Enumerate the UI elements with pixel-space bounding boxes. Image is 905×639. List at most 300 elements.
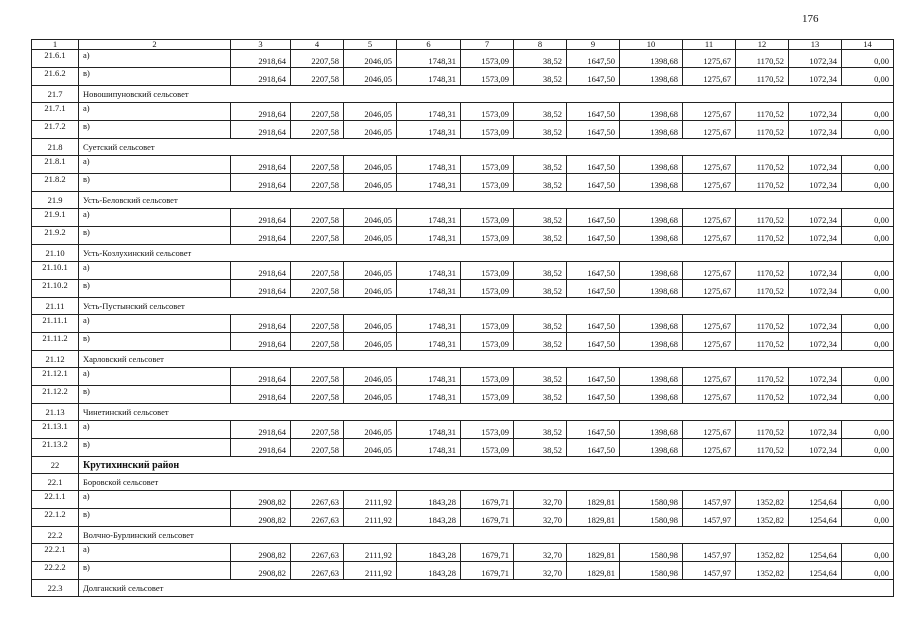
- section-title: Новошипуновский сельсовет: [79, 86, 894, 103]
- value-cell: 2918,64: [231, 121, 291, 139]
- value-cell: 1275,67: [683, 50, 736, 68]
- value-cell: 1072,34: [789, 280, 842, 298]
- value-cell: 1398,68: [620, 103, 683, 121]
- value-cell: 1843,28: [397, 562, 461, 580]
- value-cell: 2207,58: [291, 68, 344, 86]
- row-id: 21.6.2: [32, 68, 79, 86]
- value-cell: 1843,28: [397, 509, 461, 527]
- row-letter: в): [79, 227, 231, 245]
- value-cell: 1573,09: [461, 386, 514, 404]
- value-cell: 2918,64: [231, 280, 291, 298]
- row-id: 21.12.2: [32, 386, 79, 404]
- value-cell: 1072,34: [789, 315, 842, 333]
- value-cell: 1843,28: [397, 491, 461, 509]
- value-cell: 38,52: [514, 333, 567, 351]
- column-number: 2: [79, 40, 231, 50]
- value-cell: 1275,67: [683, 262, 736, 280]
- value-cell: 2046,05: [344, 333, 397, 351]
- value-cell: 1398,68: [620, 315, 683, 333]
- row-id: 22.1.1: [32, 491, 79, 509]
- value-cell: 1748,31: [397, 386, 461, 404]
- column-number: 14: [842, 40, 894, 50]
- value-cell: 1275,67: [683, 156, 736, 174]
- value-cell: 1748,31: [397, 68, 461, 86]
- value-cell: 2918,64: [231, 333, 291, 351]
- value-cell: 38,52: [514, 68, 567, 86]
- row-letter: а): [79, 209, 231, 227]
- value-cell: 1573,09: [461, 262, 514, 280]
- value-cell: 1748,31: [397, 174, 461, 192]
- value-cell: 1573,09: [461, 227, 514, 245]
- value-cell: 38,52: [514, 103, 567, 121]
- section-title: Чинетинский сельсовет: [79, 404, 894, 421]
- value-cell: 1647,50: [567, 262, 620, 280]
- value-cell: 1170,52: [736, 333, 789, 351]
- value-cell: 1170,52: [736, 315, 789, 333]
- value-cell: 1072,34: [789, 421, 842, 439]
- value-cell: 38,52: [514, 50, 567, 68]
- column-number: 1: [32, 40, 79, 50]
- value-cell: 2918,64: [231, 439, 291, 457]
- table-row: [32, 227, 894, 245]
- row-id: 21.7.1: [32, 103, 79, 121]
- value-cell: 1398,68: [620, 209, 683, 227]
- value-cell: 0,00: [842, 209, 894, 227]
- section-row: [32, 192, 894, 209]
- table-row: [32, 156, 894, 174]
- value-cell: 1398,68: [620, 421, 683, 439]
- row-id: 21.8.1: [32, 156, 79, 174]
- value-cell: 1398,68: [620, 121, 683, 139]
- section-id: 21.12: [32, 351, 79, 368]
- value-cell: 1843,28: [397, 544, 461, 562]
- row-letter: в): [79, 280, 231, 298]
- value-cell: 1573,09: [461, 174, 514, 192]
- value-cell: 1072,34: [789, 68, 842, 86]
- value-cell: 2207,58: [291, 174, 344, 192]
- region-row: [32, 457, 894, 474]
- value-cell: 2046,05: [344, 227, 397, 245]
- value-cell: 0,00: [842, 262, 894, 280]
- row-letter: а): [79, 315, 231, 333]
- section-id: 21.10: [32, 245, 79, 262]
- value-cell: 38,52: [514, 386, 567, 404]
- value-cell: 2046,05: [344, 368, 397, 386]
- value-cell: 1647,50: [567, 156, 620, 174]
- value-cell: 2918,64: [231, 315, 291, 333]
- value-cell: 1457,97: [683, 491, 736, 509]
- value-cell: 38,52: [514, 174, 567, 192]
- table-row: [32, 562, 894, 580]
- section-title: Суетский сельсовет: [79, 139, 894, 156]
- value-cell: 1072,34: [789, 439, 842, 457]
- row-letter: а): [79, 544, 231, 562]
- value-cell: 2207,58: [291, 439, 344, 457]
- value-cell: 2207,58: [291, 262, 344, 280]
- section-id: 22.2: [32, 527, 79, 544]
- section-title: Усть-Козлухинский сельсовет: [79, 245, 894, 262]
- value-cell: 1573,09: [461, 333, 514, 351]
- value-cell: 1275,67: [683, 68, 736, 86]
- row-letter: в): [79, 174, 231, 192]
- value-cell: 1170,52: [736, 439, 789, 457]
- table-row: [32, 262, 894, 280]
- value-cell: 0,00: [842, 103, 894, 121]
- value-cell: 1573,09: [461, 439, 514, 457]
- value-cell: 2918,64: [231, 174, 291, 192]
- page-number: 176: [802, 13, 819, 25]
- value-cell: 1398,68: [620, 156, 683, 174]
- value-cell: 1398,68: [620, 386, 683, 404]
- value-cell: 2918,64: [231, 421, 291, 439]
- value-cell: 1275,67: [683, 368, 736, 386]
- value-cell: 2908,82: [231, 562, 291, 580]
- value-cell: 0,00: [842, 421, 894, 439]
- value-cell: 1275,67: [683, 103, 736, 121]
- value-cell: 1170,52: [736, 50, 789, 68]
- value-cell: 1072,34: [789, 262, 842, 280]
- value-cell: 2267,63: [291, 562, 344, 580]
- section-id: 21.9: [32, 192, 79, 209]
- value-cell: 0,00: [842, 121, 894, 139]
- value-cell: 1573,09: [461, 280, 514, 298]
- section-title: Долганский сельсовет: [79, 580, 894, 597]
- value-cell: 1748,31: [397, 421, 461, 439]
- value-cell: 0,00: [842, 544, 894, 562]
- row-letter: в): [79, 509, 231, 527]
- value-cell: 1170,52: [736, 280, 789, 298]
- value-cell: 2046,05: [344, 121, 397, 139]
- value-cell: 1573,09: [461, 421, 514, 439]
- value-cell: 2918,64: [231, 262, 291, 280]
- value-cell: 2207,58: [291, 103, 344, 121]
- value-cell: 1647,50: [567, 315, 620, 333]
- value-cell: 1647,50: [567, 421, 620, 439]
- value-cell: 2207,58: [291, 156, 344, 174]
- row-letter: а): [79, 368, 231, 386]
- section-id: 21.11: [32, 298, 79, 315]
- value-cell: 2046,05: [344, 174, 397, 192]
- value-cell: 1275,67: [683, 227, 736, 245]
- value-cell: 1829,81: [567, 509, 620, 527]
- value-cell: 2918,64: [231, 227, 291, 245]
- value-cell: 1170,52: [736, 262, 789, 280]
- value-cell: 1647,50: [567, 121, 620, 139]
- column-number: 7: [461, 40, 514, 50]
- column-number: 10: [620, 40, 683, 50]
- value-cell: 1352,82: [736, 544, 789, 562]
- value-cell: 1748,31: [397, 262, 461, 280]
- section-row: [32, 404, 894, 421]
- value-cell: 1072,34: [789, 227, 842, 245]
- value-cell: 1352,82: [736, 509, 789, 527]
- row-id: 22.1.2: [32, 509, 79, 527]
- value-cell: 2267,63: [291, 491, 344, 509]
- value-cell: 32,70: [514, 491, 567, 509]
- value-cell: 38,52: [514, 156, 567, 174]
- value-cell: 1170,52: [736, 68, 789, 86]
- tariff-table: [31, 39, 894, 597]
- section-id: 22.1: [32, 474, 79, 491]
- value-cell: 1573,09: [461, 156, 514, 174]
- value-cell: 2207,58: [291, 227, 344, 245]
- row-id: 21.13.1: [32, 421, 79, 439]
- row-id: 21.9.2: [32, 227, 79, 245]
- value-cell: 1679,71: [461, 544, 514, 562]
- value-cell: 1170,52: [736, 156, 789, 174]
- value-cell: 2046,05: [344, 280, 397, 298]
- value-cell: 1170,52: [736, 121, 789, 139]
- value-cell: 1275,67: [683, 315, 736, 333]
- table-row: [32, 368, 894, 386]
- value-cell: 1275,67: [683, 174, 736, 192]
- value-cell: 1072,34: [789, 209, 842, 227]
- row-id: 21.10.1: [32, 262, 79, 280]
- value-cell: 2267,63: [291, 509, 344, 527]
- table-row: [32, 103, 894, 121]
- value-cell: 1573,09: [461, 368, 514, 386]
- value-cell: 38,52: [514, 121, 567, 139]
- value-cell: 2207,58: [291, 333, 344, 351]
- column-number: 9: [567, 40, 620, 50]
- value-cell: 1748,31: [397, 103, 461, 121]
- section-title: Волчно-Бурлинский сельсовет: [79, 527, 894, 544]
- value-cell: 2046,05: [344, 209, 397, 227]
- value-cell: 1072,34: [789, 368, 842, 386]
- value-cell: 2046,05: [344, 103, 397, 121]
- section-id: 21.7: [32, 86, 79, 103]
- value-cell: 0,00: [842, 562, 894, 580]
- section-row: [32, 245, 894, 262]
- value-cell: 1748,31: [397, 280, 461, 298]
- row-letter: в): [79, 562, 231, 580]
- value-cell: 1679,71: [461, 491, 514, 509]
- value-cell: 0,00: [842, 386, 894, 404]
- value-cell: 0,00: [842, 174, 894, 192]
- section-title: Боровской сельсовет: [79, 474, 894, 491]
- value-cell: 1072,34: [789, 174, 842, 192]
- value-cell: 2046,05: [344, 156, 397, 174]
- value-cell: 0,00: [842, 491, 894, 509]
- value-cell: 1072,34: [789, 121, 842, 139]
- value-cell: 2111,92: [344, 491, 397, 509]
- value-cell: 2918,64: [231, 50, 291, 68]
- value-cell: 1647,50: [567, 68, 620, 86]
- table-row: [32, 174, 894, 192]
- value-cell: 1170,52: [736, 386, 789, 404]
- value-cell: 2918,64: [231, 386, 291, 404]
- value-cell: 2207,58: [291, 421, 344, 439]
- value-cell: 1647,50: [567, 439, 620, 457]
- table-row: [32, 421, 894, 439]
- value-cell: 1679,71: [461, 509, 514, 527]
- value-cell: 1254,64: [789, 562, 842, 580]
- table-row: [32, 386, 894, 404]
- value-cell: 1647,50: [567, 386, 620, 404]
- value-cell: 2207,58: [291, 209, 344, 227]
- value-cell: 1170,52: [736, 209, 789, 227]
- value-cell: 1748,31: [397, 209, 461, 227]
- value-cell: 1352,82: [736, 562, 789, 580]
- value-cell: 2207,58: [291, 280, 344, 298]
- value-cell: 1254,64: [789, 544, 842, 562]
- value-cell: 2046,05: [344, 315, 397, 333]
- section-row: [32, 139, 894, 156]
- table-row: [32, 439, 894, 457]
- value-cell: 2207,58: [291, 368, 344, 386]
- row-letter: а): [79, 421, 231, 439]
- value-cell: 1829,81: [567, 562, 620, 580]
- section-row: [32, 351, 894, 368]
- value-cell: 1254,64: [789, 491, 842, 509]
- value-cell: 2111,92: [344, 544, 397, 562]
- row-id: 21.12.1: [32, 368, 79, 386]
- value-cell: 1647,50: [567, 333, 620, 351]
- section-row: [32, 527, 894, 544]
- value-cell: 1170,52: [736, 227, 789, 245]
- value-cell: 1647,50: [567, 174, 620, 192]
- value-cell: 2207,58: [291, 121, 344, 139]
- value-cell: 1573,09: [461, 103, 514, 121]
- row-letter: в): [79, 333, 231, 351]
- row-letter: в): [79, 386, 231, 404]
- section-row: [32, 298, 894, 315]
- value-cell: 2908,82: [231, 509, 291, 527]
- column-number: 3: [231, 40, 291, 50]
- value-cell: 1457,97: [683, 562, 736, 580]
- value-cell: 38,52: [514, 262, 567, 280]
- value-cell: 1573,09: [461, 121, 514, 139]
- row-id: 22.2.1: [32, 544, 79, 562]
- section-id: 21.8: [32, 139, 79, 156]
- table-row: [32, 491, 894, 509]
- row-id: 22.2.2: [32, 562, 79, 580]
- value-cell: 0,00: [842, 156, 894, 174]
- table-row: [32, 68, 894, 86]
- value-cell: 38,52: [514, 209, 567, 227]
- value-cell: 1748,31: [397, 315, 461, 333]
- table-row: [32, 509, 894, 527]
- table-body: [32, 40, 894, 597]
- row-letter: а): [79, 103, 231, 121]
- column-number: 12: [736, 40, 789, 50]
- value-cell: 1398,68: [620, 174, 683, 192]
- section-row: [32, 86, 894, 103]
- section-row: [32, 474, 894, 491]
- value-cell: 2918,64: [231, 209, 291, 227]
- value-cell: 0,00: [842, 68, 894, 86]
- value-cell: 1748,31: [397, 439, 461, 457]
- column-number-row: [32, 40, 894, 50]
- section-title: Харловский сельсовет: [79, 351, 894, 368]
- value-cell: 0,00: [842, 315, 894, 333]
- value-cell: 1275,67: [683, 209, 736, 227]
- value-cell: 38,52: [514, 439, 567, 457]
- value-cell: 1829,81: [567, 491, 620, 509]
- value-cell: 1275,67: [683, 121, 736, 139]
- value-cell: 2918,64: [231, 103, 291, 121]
- value-cell: 1647,50: [567, 209, 620, 227]
- row-id: 21.11.2: [32, 333, 79, 351]
- value-cell: 1398,68: [620, 280, 683, 298]
- column-number: 11: [683, 40, 736, 50]
- value-cell: 1580,98: [620, 491, 683, 509]
- value-cell: 1072,34: [789, 333, 842, 351]
- value-cell: 1573,09: [461, 315, 514, 333]
- row-id: 21.11.1: [32, 315, 79, 333]
- value-cell: 1748,31: [397, 333, 461, 351]
- value-cell: 32,70: [514, 562, 567, 580]
- row-letter: а): [79, 262, 231, 280]
- value-cell: 1647,50: [567, 368, 620, 386]
- value-cell: 1275,67: [683, 439, 736, 457]
- column-number: 4: [291, 40, 344, 50]
- row-letter: в): [79, 121, 231, 139]
- value-cell: 32,70: [514, 509, 567, 527]
- section-id: 21.13: [32, 404, 79, 421]
- value-cell: 1072,34: [789, 50, 842, 68]
- value-cell: 1457,97: [683, 509, 736, 527]
- value-cell: 1748,31: [397, 156, 461, 174]
- column-number: 13: [789, 40, 842, 50]
- value-cell: 1352,82: [736, 491, 789, 509]
- value-cell: 1647,50: [567, 103, 620, 121]
- table-row: [32, 121, 894, 139]
- value-cell: 2918,64: [231, 68, 291, 86]
- value-cell: 1072,34: [789, 386, 842, 404]
- table-row: [32, 50, 894, 68]
- value-cell: 0,00: [842, 439, 894, 457]
- value-cell: 1170,52: [736, 421, 789, 439]
- column-number: 5: [344, 40, 397, 50]
- section-id: 22: [32, 457, 79, 474]
- value-cell: 1573,09: [461, 68, 514, 86]
- section-title: Усть-Пустынский сельсовет: [79, 298, 894, 315]
- table-row: [32, 315, 894, 333]
- value-cell: 1275,67: [683, 421, 736, 439]
- row-letter: в): [79, 68, 231, 86]
- value-cell: 1748,31: [397, 121, 461, 139]
- value-cell: 1170,52: [736, 368, 789, 386]
- value-cell: 0,00: [842, 368, 894, 386]
- value-cell: 2046,05: [344, 421, 397, 439]
- value-cell: 1072,34: [789, 103, 842, 121]
- value-cell: 1170,52: [736, 103, 789, 121]
- value-cell: 2046,05: [344, 50, 397, 68]
- value-cell: 2046,05: [344, 262, 397, 280]
- value-cell: 1254,64: [789, 509, 842, 527]
- column-number: 8: [514, 40, 567, 50]
- value-cell: 2046,05: [344, 68, 397, 86]
- value-cell: 0,00: [842, 333, 894, 351]
- value-cell: 1457,97: [683, 544, 736, 562]
- value-cell: 1170,52: [736, 174, 789, 192]
- column-number: 6: [397, 40, 461, 50]
- value-cell: 2111,92: [344, 562, 397, 580]
- row-letter: в): [79, 439, 231, 457]
- value-cell: 1398,68: [620, 333, 683, 351]
- value-cell: 1580,98: [620, 562, 683, 580]
- row-letter: а): [79, 156, 231, 174]
- value-cell: 2046,05: [344, 386, 397, 404]
- value-cell: 1748,31: [397, 227, 461, 245]
- value-cell: 1072,34: [789, 156, 842, 174]
- value-cell: 38,52: [514, 227, 567, 245]
- row-id: 21.6.1: [32, 50, 79, 68]
- value-cell: 2918,64: [231, 368, 291, 386]
- value-cell: 2111,92: [344, 509, 397, 527]
- value-cell: 1829,81: [567, 544, 620, 562]
